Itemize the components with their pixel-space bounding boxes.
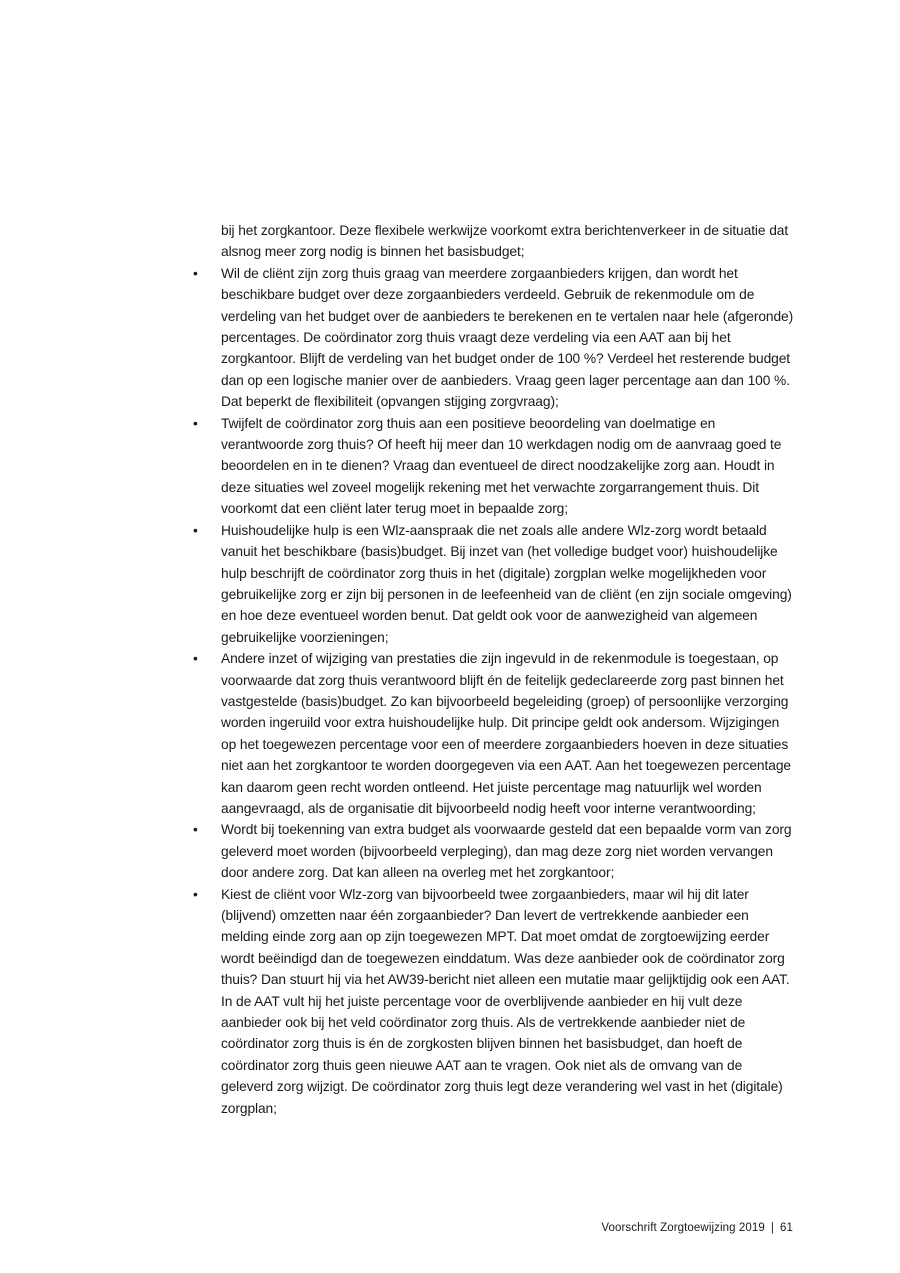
bullet-list — [221, 263, 797, 1119]
bullet-item-change-of-services: • Andere inzet of wijziging van prestaties die zijn ingevuld in de rekenmodule is toegestaan, op voorwaarde dat zorg thuis verantwoord blijft én de feitelijk gedeclareerde zorg past binnen het vastgestelde (basis)budget. Zo kan bijvoorbeeld begeleiding (groep) of persoonlijke verzorging worden ingeruild voor extra huishoudelijke hulp. Dit principe geldt ook andersom. Wijzigingen op het toegewezen percentage voor een of meerdere zorgaanbieders hoeven in deze situaties niet aan het zorgkantoor te worden doorgegeven via een AAT. Aan het toegewezen percentage kan daarom geen recht worden ontleend. Het juiste percentage mag natuurlijk wel worden aangevraagd, als de organisatie dit bijvoorbeeld nodig heeft voor interne verantwoording; — [221, 648, 797, 819]
paragraph-continuation: bij het zorgkantoor. Deze flexibele werkwijze voorkomt extra berichtenverkeer in de situatie dat alsnog meer zorg nodig is binnen het basisbudget; — [221, 223, 789, 260]
bullet-item-doubt-assessment: • Twijfelt de coördinator zorg thuis aan een positieve beoordeling van doelmatige en verantwoorde zorg thuis? Of heeft hij meer dan 10 werkdagen nodig om de aanvraag goed te beoordelen en in te dienen? Vraag dan eventueel de direct noodzakelijke zorg aan. Houdt in deze situaties wel zoveel mogelijk rekening met het verwachte zorgarrangement thuis. Dit voorkomt dat een cliënt later terug moet in bepaalde zorg; — [221, 413, 797, 520]
bullet-item-multiple-providers: • Wil de cliënt zijn zorg thuis graag van meerdere zorgaanbieders krijgen, dan wordt het beschikbare budget over deze zorgaanbieders verdeeld. Gebruik de rekenmodule om de verdeling van het budget over de aanbieders te berekenen en te vertalen naar hele (afgeronde) percentages. De coördinator zorg thuis vraagt deze verdeling via een AAT aan bij het zorgkantoor. Blijft de verdeling van het budget onder de 100 %? Verdeel het resterende budget dan op een logische manier over de aanbieders. Vraag geen lager percentage aan dan 100 %. Dat beperkt de flexibiliteit (opvangen stijging zorgvraag); — [221, 263, 797, 413]
bullet-item-switch-to-one-provider: • Kiest de cliënt voor Wlz-zorg van bijvoorbeeld twee zorgaanbieders, maar wil hij dit later (blijvend) omzetten naar één zorgaanbieder? Dan levert de vertrekkende aanbieder een melding einde zorg aan op zijn toegewezen MPT. Dat moet omdat de zorgtoewijzing eerder wordt beëindigd dan de toegewezen einddatum. Was deze aanbieder ook de coördinator zorg thuis? Dan stuurt hij via het AW39-bericht niet alleen een mutatie maar gelijktijdig ook een AAT. In de AAT vult hij het juiste percentage voor de overblijvende aanbieder en hij vult deze aanbieder ook bij het veld coördinator zorg thuis. Als de vertrekkende aanbieder niet de coördinator zorg thuis is én de zorgkosten blijven binnen het basisbudget, dan hoeft de coördinator zorg thuis geen nieuwe AAT aan te vragen. Ook niet als de omvang van de geleverd zorg wijzigt. De coördinator zorg thuis legt deze verandering wel vast in het (digitale) zorgplan; — [221, 884, 797, 1119]
footer-page-number: 61 — [780, 1222, 793, 1234]
page-footer — [601, 1222, 793, 1234]
body-text — [221, 220, 797, 1119]
bullet-item-household-help: • Huishoudelijke hulp is een Wlz-aanspraak die net zoals alle andere Wlz-zorg wordt betaald vanuit het beschikbare (basis)budget. Bij inzet van (het volledige budget voor) huishoudelijke hulp beschrijft de coördinator zorg thuis in het (digitale) zorgplan welke mogelijkheden voor gebruikelijke zorg er zijn bij personen in de leefeenheid van de cliënt (en zijn sociale omgeving) en hoe deze eventueel worden benut. Dat geldt ook voor de aanwezigheid van algemeen gebruikelijke voorzieningen; — [221, 520, 797, 648]
bullet-item-extra-budget-condition: • Wordt bij toekenning van extra budget als voorwaarde gesteld dat een bepaalde vorm van zorg geleverd moet worden (bijvoorbeeld verpleging), dan mag deze zorg niet worden vervangen door andere zorg. Dat kan alleen na overleg met het zorgkantoor; — [221, 819, 797, 883]
footer-document-title: Voorschrift Zorgtoewijzing 2019 — [601, 1222, 765, 1234]
footer-separator: | — [770, 1222, 774, 1234]
